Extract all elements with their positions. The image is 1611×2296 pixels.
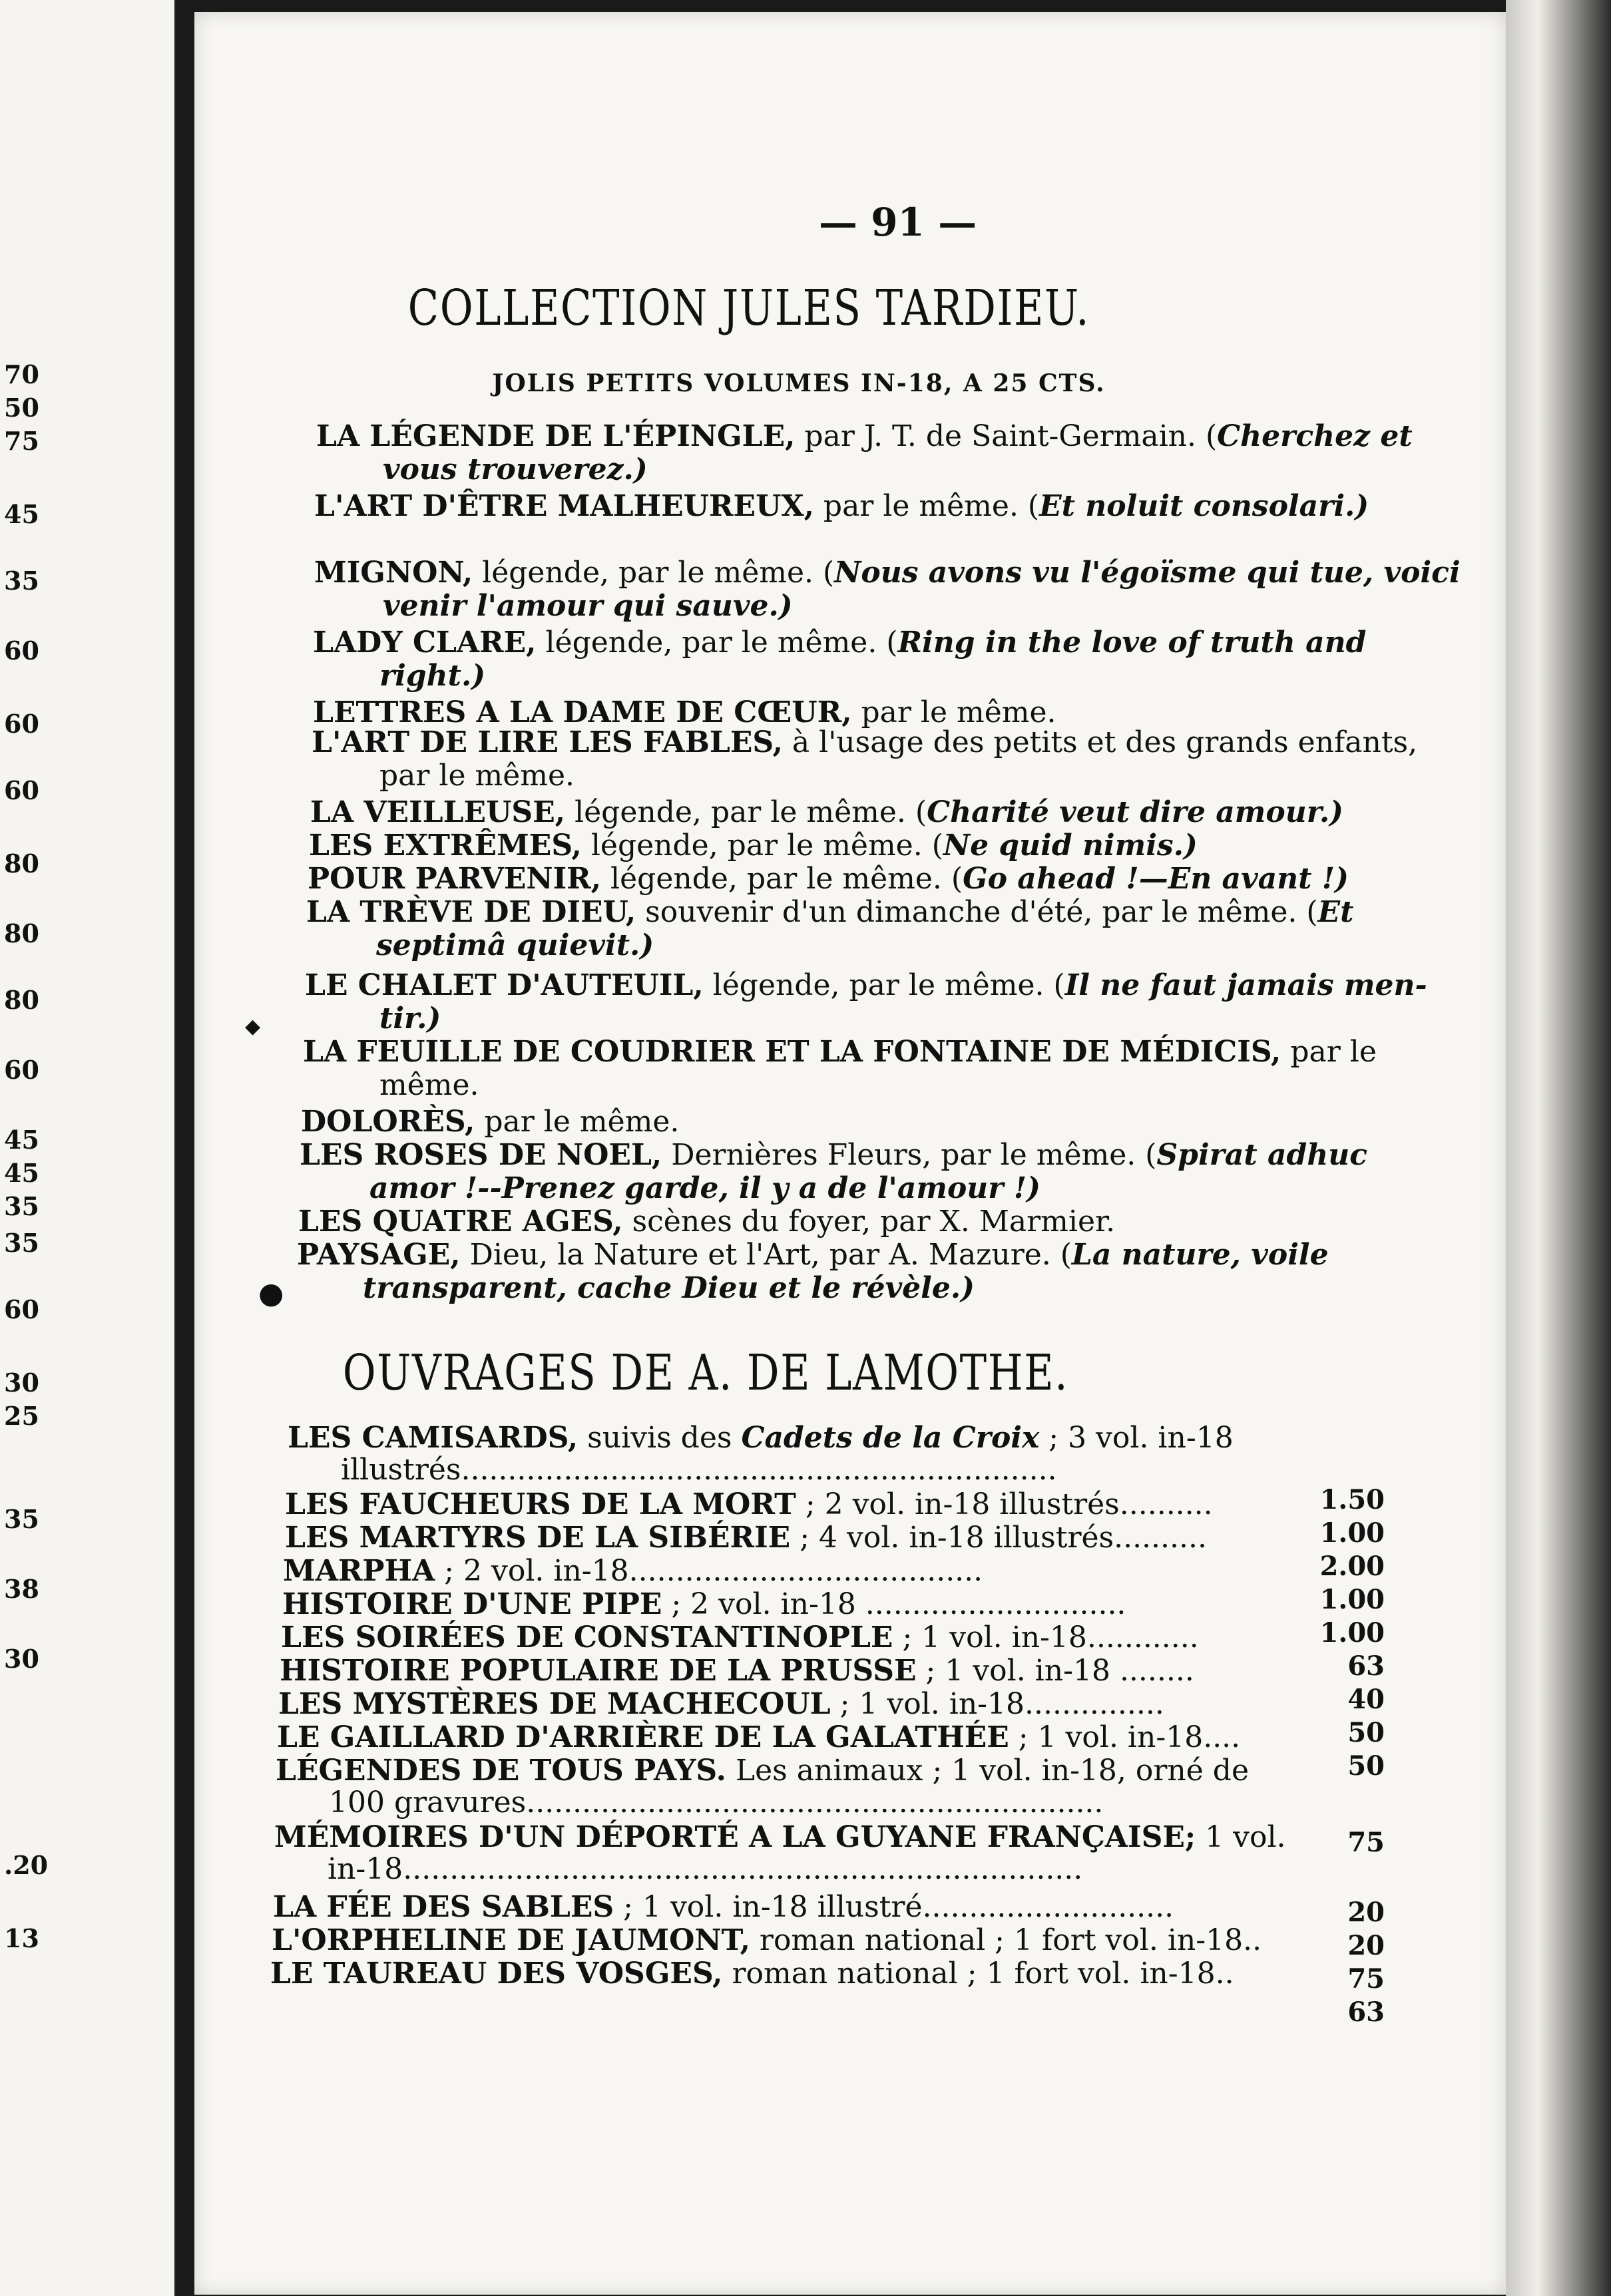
entry-motto: Cherchez et xyxy=(1217,419,1413,453)
book-title: LÉGENDES DE TOUS PAYS. xyxy=(276,1754,726,1788)
book-price: 1.00 xyxy=(1319,1617,1385,1648)
entry-title: DOLORÈS, xyxy=(301,1105,475,1139)
margin-number: 13 xyxy=(4,1923,39,1953)
entry-motto: Nous avons vu l'égoïsme qui tue, voici xyxy=(834,556,1461,590)
collection-entry xyxy=(313,626,1428,660)
margin-number: 35 xyxy=(4,1504,39,1534)
book-details: ; 1 vol. in-18............... xyxy=(830,1687,1164,1721)
margin-number: 30 xyxy=(4,1644,39,1674)
book-title: LE TAUREAU DES VOSGES, xyxy=(270,1957,723,1991)
entry-details: par le même. xyxy=(475,1105,680,1139)
book-entry xyxy=(283,1554,1265,1589)
book-title: L'ORPHELINE DE JAUMONT, xyxy=(272,1923,750,1957)
margin-number: 75 xyxy=(4,426,39,456)
section-title: OUVRAGES DE A. DE LAMOTHE. xyxy=(342,1344,1069,1402)
book-title: HISTOIRE D'UNE PIPE xyxy=(282,1587,662,1621)
book-title: LE GAILLARD D'ARRIÈRE DE LA GALATHÉE xyxy=(277,1720,1009,1754)
margin-number: 25 xyxy=(4,1401,39,1431)
entry-details: par le même. ( xyxy=(813,489,1040,523)
book-price: 75 xyxy=(1347,1963,1385,1995)
margin-number: 38 xyxy=(4,1574,39,1604)
margin-number: 35 xyxy=(4,566,39,596)
entry-title: LES QUATRE AGES, xyxy=(298,1205,623,1239)
collection-entry xyxy=(306,895,1428,930)
entry-title: LA VEILLEUSE, xyxy=(310,795,566,829)
margin-number: 45 xyxy=(4,1158,39,1188)
entry-title: L'ART DE LIRE LES FABLES, xyxy=(312,725,783,759)
entry-title: POUR PARVENIR, xyxy=(308,862,602,896)
entry-motto: Et noluit consolari.) xyxy=(1039,489,1369,523)
entry-title: LE CHALET D'AUTEUIL, xyxy=(305,968,704,1002)
collection-entry xyxy=(309,829,1428,863)
book-details: roman national ; 1 fort vol. in-18.. xyxy=(722,1957,1234,1991)
book-details: roman national ; 1 fort vol. in-18.. xyxy=(750,1923,1262,1957)
ink-blot: ◆ xyxy=(245,1015,261,1038)
book-italic-title: Cadets de la Croix xyxy=(741,1421,1040,1455)
entry-motto: La nature, voile xyxy=(1071,1238,1329,1272)
facing-page-margin xyxy=(0,0,176,2296)
entry-details: à l'usage des petits et des grands enfants, xyxy=(782,725,1418,759)
book-title: MÉMOIRES D'UN DÉPORTÉ A LA GUYANE FRANÇAISE; xyxy=(274,1820,1196,1854)
book-price: 63 xyxy=(1347,1997,1385,2028)
book-title: LES MARTYRS DE LA SIBÉRIE xyxy=(285,1521,791,1555)
book-details: ; 4 vol. in-18 illustrés.......... xyxy=(790,1521,1207,1555)
book-continuation: in-18......................................................................... xyxy=(328,1852,1083,1886)
entry-details: légende, par le même. ( xyxy=(601,862,963,896)
book-entry xyxy=(288,1421,1265,1455)
entry-continuation: transparent, cache Dieu et le révèle.) xyxy=(363,1271,975,1305)
entry-title: L'ART D'ÊTRE MALHEUREUX, xyxy=(314,489,814,523)
book-details: ; 3 vol. in-18 xyxy=(1039,1421,1234,1455)
margin-number: 60 xyxy=(4,1294,39,1324)
book-details: ; 1 vol. in-18 illustré........................... xyxy=(614,1890,1174,1924)
entry-continuation: right.) xyxy=(379,659,486,693)
entry-continuation: amor !--Prenez garde, il y a de l'amour !) xyxy=(369,1171,1040,1205)
book-entry xyxy=(281,1621,1265,1655)
book-continuation: illustrés................................................................ xyxy=(341,1453,1057,1487)
book-entry xyxy=(278,1687,1265,1722)
collection-entry xyxy=(300,1138,1428,1173)
margin-number: 45 xyxy=(4,499,39,529)
margin-number: 45 xyxy=(4,1125,39,1155)
entry-continuation: par le même. xyxy=(379,759,575,793)
entry-details: légende, par le même. ( xyxy=(473,556,835,590)
book-price: 63 xyxy=(1347,1650,1385,1682)
page-edge xyxy=(1506,0,1611,2296)
ink-blot: ● xyxy=(258,1276,284,1310)
entry-details: par le même. xyxy=(851,695,1056,729)
entry-title: LA FEUILLE DE COUDRIER ET LA FONTAINE DE MÉDICIS, xyxy=(303,1035,1281,1069)
book-price: 40 xyxy=(1347,1684,1385,1715)
entry-continuation: septimâ quievit.) xyxy=(376,928,654,962)
book-price: 75 xyxy=(1347,1827,1385,1858)
book-price: 20 xyxy=(1347,1930,1385,1961)
book-details: Les animaux ; 1 vol. in-18, orné de xyxy=(726,1754,1249,1788)
entry-continuation: venir l'amour qui sauve.) xyxy=(383,589,793,623)
book-details: 1 vol. xyxy=(1196,1820,1286,1854)
collection-entry xyxy=(308,862,1428,896)
collection-entry xyxy=(314,489,1428,524)
book-price: 1.00 xyxy=(1319,1517,1385,1549)
entry-details: légende, par le même. ( xyxy=(565,795,927,829)
entry-continuation: même. xyxy=(379,1068,479,1102)
book-price: 2.00 xyxy=(1319,1551,1385,1582)
margin-number: 60 xyxy=(4,775,39,805)
book-title: MARPHA xyxy=(283,1554,435,1588)
book-price: 20 xyxy=(1347,1897,1385,1928)
book-entry xyxy=(282,1587,1265,1622)
book-continuation: 100 gravures.............................................................. xyxy=(329,1786,1104,1819)
book-title: HISTOIRE POPULAIRE DE LA PRUSSE xyxy=(280,1654,917,1688)
page-number: — 91 — xyxy=(819,200,977,245)
book-entry xyxy=(277,1720,1265,1755)
entry-motto: Go ahead !—En avant !) xyxy=(963,862,1349,896)
collection-entry xyxy=(305,968,1428,1003)
collection-entry xyxy=(312,725,1428,760)
entry-title: LES EXTRÊMES, xyxy=(309,829,582,862)
entry-motto: Charité veut dire amour.) xyxy=(927,795,1343,829)
entry-title: LES ROSES DE NOEL, xyxy=(300,1138,662,1172)
book-price: 50 xyxy=(1347,1717,1385,1748)
entry-continuation: vous trouverez.) xyxy=(383,453,648,486)
entry-details: Dernières Fleurs, par le même. ( xyxy=(662,1138,1157,1172)
margin-number: 35 xyxy=(4,1191,39,1221)
book-details: ; 1 vol. in-18.... xyxy=(1009,1720,1241,1754)
book-price: 1.00 xyxy=(1319,1584,1385,1615)
margin-number: 60 xyxy=(4,709,39,739)
margin-number: 30 xyxy=(4,1368,39,1398)
book-title: LA FÉE DES SABLES xyxy=(273,1890,614,1924)
entry-details: scènes du foyer, par X. Marmier. xyxy=(622,1205,1116,1239)
book-details: ; 2 vol. in-18 ............................ xyxy=(662,1587,1126,1621)
entry-details: légende, par le même. ( xyxy=(581,829,943,862)
collection-entry xyxy=(316,419,1428,454)
entry-title: LETTRES A LA DAME DE CŒUR, xyxy=(313,695,852,729)
book-details: ; 1 vol. in-18............ xyxy=(893,1621,1199,1654)
book-entry xyxy=(276,1754,1265,1788)
entry-motto: Spirat adhuc xyxy=(1156,1138,1368,1172)
book-entry xyxy=(280,1654,1265,1688)
collection-entry xyxy=(310,795,1428,830)
book-price: 1.50 xyxy=(1319,1484,1385,1515)
book-entry xyxy=(285,1521,1265,1555)
collection-entry xyxy=(303,1035,1428,1069)
entry-title: LA TRÈVE DE DIEU, xyxy=(306,895,636,929)
section-title: COLLECTION JULES TARDIEU. xyxy=(407,280,1090,337)
entry-title: LADY CLARE, xyxy=(313,626,537,660)
margin-number: 60 xyxy=(4,1055,39,1085)
entry-motto: Et xyxy=(1317,895,1354,929)
book-entry xyxy=(270,1957,1265,1991)
book-price: 50 xyxy=(1347,1750,1385,1782)
collection-entry xyxy=(298,1205,1428,1239)
entry-motto: Ring in the love of truth and xyxy=(897,626,1367,660)
book-entry xyxy=(285,1487,1265,1522)
book-title: LES FAUCHEURS DE LA MORT xyxy=(285,1487,796,1521)
margin-number: 80 xyxy=(4,918,39,948)
entry-details: par le xyxy=(1281,1035,1377,1069)
entry-details: légende, par le même. ( xyxy=(536,626,898,660)
entry-continuation: tir.) xyxy=(379,1002,441,1036)
entry-details: Dieu, la Nature et l'Art, par A. Mazure. ( xyxy=(460,1238,1072,1272)
entry-title: PAYSAGE, xyxy=(297,1238,461,1272)
margin-number: 50 xyxy=(4,393,39,423)
margin-number: 80 xyxy=(4,849,39,878)
margin-number: 80 xyxy=(4,985,39,1015)
margin-number: 60 xyxy=(4,636,39,666)
book-entry xyxy=(274,1820,1286,1855)
margin-number: 70 xyxy=(4,359,39,389)
entry-details: légende, par le même. ( xyxy=(703,968,1065,1002)
entry-title: LA LÉGENDE DE L'ÉPINGLE, xyxy=(316,419,796,453)
entry-motto: Il ne faut jamais men- xyxy=(1064,968,1427,1002)
entry-motto: Ne quid nimis.) xyxy=(943,829,1198,862)
book-details: ; 1 vol. in-18 ........ xyxy=(916,1654,1194,1688)
collection-entry xyxy=(297,1238,1428,1272)
collection-entry xyxy=(314,556,1461,590)
collection-entry xyxy=(301,1105,1428,1139)
book-details: ; 2 vol. in-18...................................... xyxy=(435,1554,983,1588)
book-entry xyxy=(273,1890,1265,1925)
entry-details: par J. T. de Saint-Germain. ( xyxy=(795,419,1218,453)
section-subtitle: JOLIS PETITS VOLUMES IN-18, A 25 CTS. xyxy=(492,369,1106,397)
entry-title: MIGNON, xyxy=(314,556,473,590)
margin-number: 35 xyxy=(4,1228,39,1258)
book-title: LES MYSTÈRES DE MACHECOUL xyxy=(278,1687,831,1721)
margin-number: .20 xyxy=(4,1850,49,1880)
book-title: LES SOIRÉES DE CONSTANTINOPLE xyxy=(281,1621,893,1654)
book-title: LES CAMISARDS, xyxy=(288,1421,578,1455)
book-entry xyxy=(272,1923,1265,1958)
book-details: ; 2 vol. in-18 illustrés.......... xyxy=(796,1487,1213,1521)
book-details: suivis des xyxy=(578,1421,742,1455)
entry-details: souvenir d'un dimanche d'été, par le même. ( xyxy=(636,895,1318,929)
